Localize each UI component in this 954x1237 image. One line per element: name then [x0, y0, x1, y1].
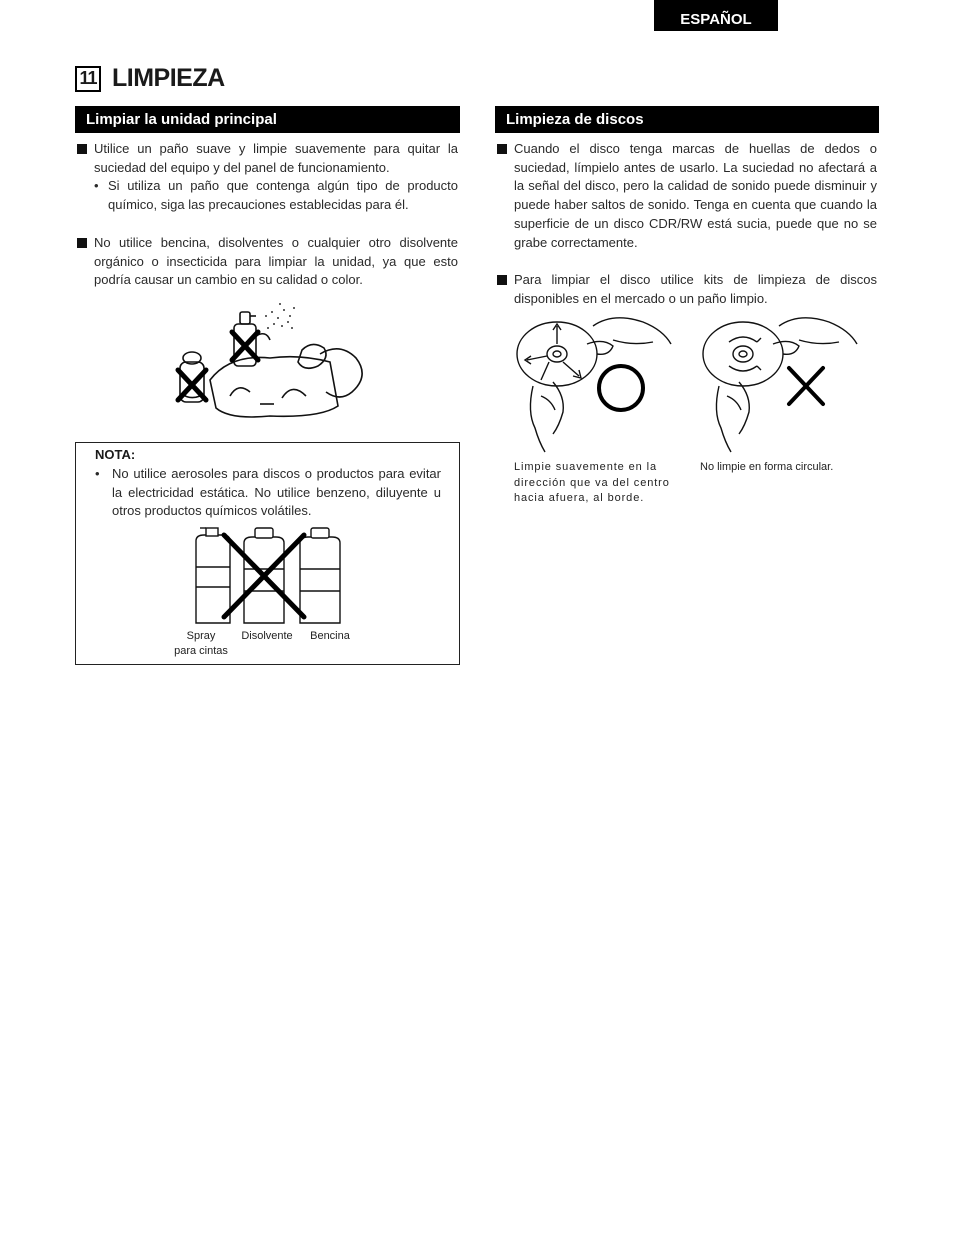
bullet-fingerprints [495, 140, 877, 252]
bullet-text: Utilice un paño suave y limpie suavemente para quitar la suciedad del equipo y del panel de funcionamiento. [94, 141, 458, 175]
bottles-crossed-illustration [192, 527, 344, 627]
bullet-text: No utilice bencina, disolventes o cualquier otro disolvente orgánico o insecticida para limpiar la unidad, ya que esto podría causar un cambio en su calidad o color. [94, 234, 458, 288]
bullet-text: Para limpiar el disco utilice kits de limpieza de discos disponibles en el mercado o un paño limpio. [514, 272, 877, 306]
bullet-no-solvents [75, 234, 458, 290]
square-bullet-icon [497, 144, 507, 154]
dot-bullet-icon: • [94, 178, 99, 194]
page-header [75, 64, 225, 93]
note-title: NOTA: [95, 447, 136, 462]
sub-bullet-chemical-cloth [94, 177, 458, 214]
square-bullet-icon [77, 144, 87, 154]
bullet-soft-cloth [75, 140, 458, 215]
section-number: 11 [75, 66, 101, 92]
caption-wrong-wipe: No limpie en forma circular. [700, 461, 834, 473]
benzine-label: Bencina [310, 630, 350, 642]
spray-label [169, 629, 233, 659]
disc-cleaning-illustration [513, 316, 863, 456]
bullet-text: Cuando el disco tenga marcas de huellas de dedos o suciedad, límpielo antes de usarlo. La suciedad no afectará a la señal del disco, pero la calidad de sonido puede disminuir y puede haber saltos de sonido. Tenga en cuenta que cuando la superficie de un disco CDR/RW está sucia, puede que no se grabe correctamente. [514, 141, 877, 250]
section-heading-main-unit: Limpiar la unidad principal [75, 106, 460, 133]
bullet-cleaning-kit [495, 271, 877, 308]
note-text-body: No utilice aerosoles para discos o productos para evitar la electricidad estática. No utilice benzeno, diluyente u otros productos químicos volátiles. [112, 466, 441, 519]
spray-label-line2: para cintas [174, 645, 228, 657]
right-column [495, 106, 879, 504]
no-chemicals-unit-illustration [170, 296, 370, 424]
square-bullet-icon [497, 275, 507, 285]
section-heading-disc-cleaning: Limpieza de discos [495, 106, 879, 133]
dot-bullet-icon: • [95, 466, 100, 481]
caption-correct-wipe: Limpie suavemente en la dirección que va del centro hacia afuera, al borde. [514, 461, 670, 504]
page-title: LIMPIEZA [112, 64, 225, 92]
language-tab: ESPAÑOL [654, 0, 778, 31]
solvent-label: Disolvente [241, 630, 293, 642]
sub-bullet-text: Si utiliza un paño que contenga algún tipo de producto químico, siga las precauciones establecidas para él. [108, 178, 458, 213]
square-bullet-icon [77, 238, 87, 248]
note-text [95, 465, 441, 521]
note-box [75, 442, 460, 665]
spray-label-line1: Spray [186, 630, 216, 642]
left-column [75, 106, 460, 657]
